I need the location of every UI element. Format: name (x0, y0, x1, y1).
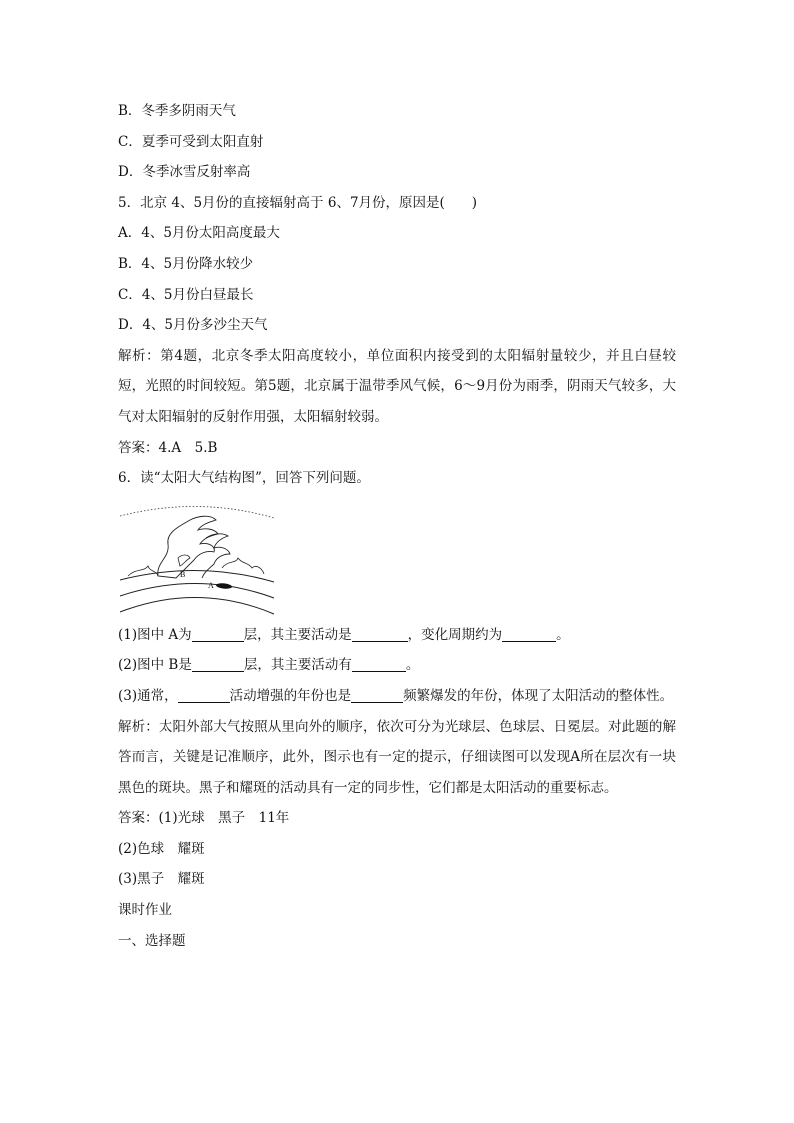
q5-option-d: D．4、5月份多沙尘天气 (118, 317, 268, 334)
q6-p2-text-2: 层，其主要活动有 (243, 657, 352, 674)
prominence-curl (178, 555, 190, 566)
q4-option-d: D．冬季冰雪反射率高 (118, 164, 251, 181)
answer-q6-2: (2)色球 耀斑 (118, 840, 205, 857)
answer-q6-3: (3)黑子 耀斑 (118, 871, 205, 888)
q4-option-c: C．夏季可受到太阳直射 (118, 133, 264, 150)
q6-p1-text-3: ，变化周期约为 (407, 626, 503, 643)
analysis-q4-q5: 解析：第4题，北京冬季太阳高度较小，单位面积内接受到的太阳辐射量较少，并且白昼较短，光照的时间较短。第5题，北京属于温带季风气候，6～9月份为雨季，阴雨天气较多，大气对太阳辐射的反射作用强，太阳辐射较弱。 (118, 347, 676, 425)
blank-field[interactable] (192, 626, 244, 642)
blank-field[interactable] (502, 626, 556, 642)
analysis-q6: 解析：太阳外部大气按照从里向外的顺序，依次可分为光球层、色球层、日冕层。对此题的解答而言，关键是记准顺序，此外，图示也有一定的提示，仔细读图可以发现A所在层次有一块黑色的斑块。黑子和耀斑的活动具有一定的同步性，它们都是太阳活动的重要标志。 (118, 718, 676, 796)
q6-part2 (118, 650, 678, 681)
q6-p3-text-2: 活动增强的年份也是 (229, 687, 352, 704)
subsection-title: 一、选择题 (118, 932, 186, 949)
q6-p2-text-1: (2)图中 B是 (118, 657, 192, 674)
label-b: B (180, 569, 186, 579)
blank-field[interactable] (192, 656, 244, 672)
photosphere-outer-arc (120, 580, 274, 598)
q6-part1 (118, 620, 678, 651)
q5-option-b: B．4、5月份降水较少 (118, 255, 254, 272)
corona-dotted-arc (120, 506, 274, 518)
solar-atmosphere-figure (118, 498, 288, 618)
q6-p2-text-3: 。 (405, 657, 420, 674)
blank-field[interactable] (352, 626, 408, 642)
label-a: A (208, 580, 214, 590)
q6-part3 (118, 681, 676, 712)
q5-option-c: C．4、5月份白昼最长 (118, 286, 254, 303)
answer-q4-q5: 答案：4.A 5.B (118, 439, 218, 456)
q4-option-b: B．冬季多阴雨天气 (118, 103, 236, 119)
q6-p1-text-2: 层，其主要活动是 (243, 626, 352, 643)
q5-option-a: A．4、5月份太阳高度最大 (118, 225, 280, 242)
q6-p1-text-4: 。 (556, 626, 570, 643)
section-title: 课时作业 (118, 902, 172, 919)
q5-stem: 5．北京 4、5月份的直接辐射高于 6、7月份，原因是( ) (118, 194, 478, 211)
chromosphere-boundary (120, 570, 274, 582)
q6-stem: 6．读“太阳大气结构图”，回答下列问题。 (118, 470, 370, 487)
solar-atmosphere-diagram (118, 498, 288, 618)
q6-p3-text-1: (3)通常， (118, 687, 178, 704)
answer-q6-1: 答案：(1)光球 黑子 11年 (118, 810, 290, 827)
flame-right (222, 558, 264, 574)
document-page (118, 96, 678, 956)
q6-p3-text-3: 频繁爆发的年份，体现了太阳活动的整体性。 (403, 687, 674, 704)
q6-p1-text-1: (1)图中 A为 (118, 626, 192, 643)
blank-field[interactable] (178, 687, 230, 703)
photosphere-inner-arc (120, 597, 274, 614)
blank-field[interactable] (352, 656, 406, 672)
sunspot-mark (216, 582, 232, 589)
blank-field[interactable] (351, 687, 403, 703)
